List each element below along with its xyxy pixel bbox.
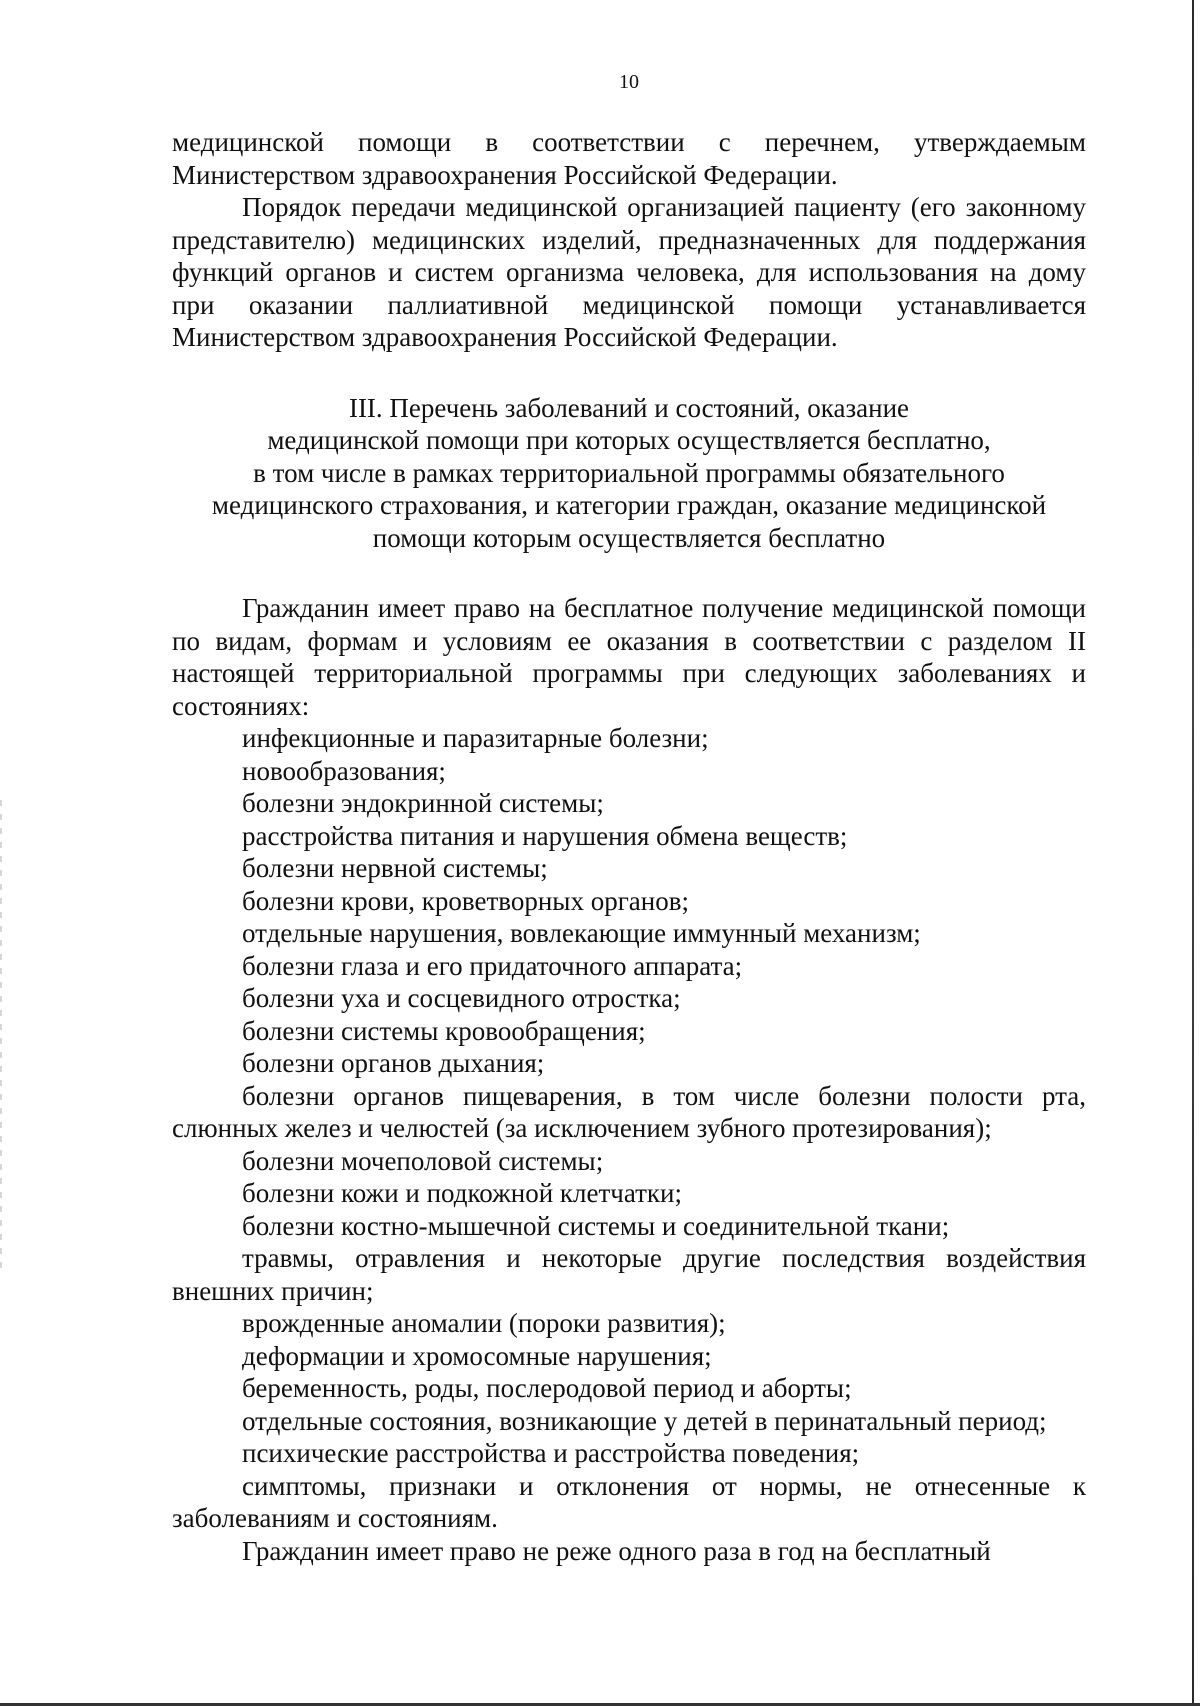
section-heading-line: медицинского страхования, и категории граждан, оказание медицинской (211, 490, 1047, 520)
list-item: болезни системы кровообращения; (242, 1015, 646, 1046)
list-item: болезни глаза и его придаточного аппарата; (242, 950, 743, 981)
list-item: деформации и хромосомные нарушения; (242, 1340, 712, 1371)
list-item: беременность, роды, послеродовой период и аборты; (242, 1373, 852, 1403)
section-heading (172, 392, 1086, 555)
list-item: болезни эндокринной системы; (242, 788, 604, 818)
list-item: болезни нервной системы; (242, 853, 548, 883)
section-heading-line: в том числе в рамках территориальной программы обязательного (253, 457, 1005, 488)
list-item: болезни костно-мышечной системы и соединительной ткани; (242, 1210, 950, 1241)
list-item: болезни мочеполовой системы; (242, 1145, 604, 1176)
scan-artifact (0, 800, 2, 1270)
conditions-list (172, 722, 1086, 1535)
list-item: расстройства питания и нарушения обмена веществ; (242, 820, 848, 851)
list-item: отдельные нарушения, вовлекающие иммунный механизм; (242, 918, 921, 948)
paragraph-transfer-order: Порядок передачи медицинской организацией пациенту (его законному представителю) медицинских изделий, предназначенных для поддержания функций органов и систем организма человека, для использования на дому при оказании паллиативной медицинской помощи устанавливается Министерством здравоохранения Российской Федерации. (172, 192, 1086, 352)
list-item: симптомы, признаки и отклонения от нормы, не отнесенные к заболеваниям и состояниям. (172, 1470, 1086, 1533)
section-heading-line: помощи которым осуществляется бесплатно (372, 522, 886, 553)
list-item: болезни органов дыхания; (242, 1048, 545, 1078)
list-item: врожденные аномалии (пороки развития); (242, 1308, 726, 1338)
page-number: 10 (619, 71, 639, 93)
paragraph-continuation: медицинской помощи в соответствии с перечнем, утверждаемым Министерством здравоохранения Российской Федерации. (172, 127, 1086, 190)
scan-border-right (1192, 0, 1194, 1706)
list-item: психические расстройства и расстройства поведения; (242, 1438, 860, 1468)
list-item: отдельные состояния, возникающие у детей в перинатальный период; (242, 1405, 1047, 1436)
list-item: болезни уха и сосцевидного отростка; (242, 983, 681, 1013)
list-item: болезни кожи и подкожной клетчатки; (242, 1178, 683, 1208)
list-item: инфекционные и паразитарные болезни; (242, 723, 709, 753)
list-item: травмы, отравления и некоторые другие последствия воздействия внешних причин; (172, 1243, 1086, 1306)
paragraph-intro: Гражданин имеет право на бесплатное получение медицинской помощи по видам, формам и условиям ее оказания в соответствии с разделом II настоящей территориальной программы при следующих заболеваниях и состояниях: (172, 593, 1086, 721)
document-page (172, 70, 1086, 1567)
section-heading-line: III. Перечень заболеваний и состояний, оказание (348, 392, 910, 423)
list-item: болезни органов пищеварения, в том числе болезни полости рта, слюнных желез и челюстей (за исключением зубного протезирования); (172, 1080, 1086, 1143)
section-heading-line: медицинской помощи при которых осуществляется бесплатно, (267, 425, 991, 455)
paragraph-annual-right: Гражданин имеет право не реже одного раза в год на бесплатный (242, 1535, 991, 1566)
list-item: новообразования; (242, 755, 446, 786)
list-item: болезни крови, кроветворных органов; (242, 885, 689, 916)
